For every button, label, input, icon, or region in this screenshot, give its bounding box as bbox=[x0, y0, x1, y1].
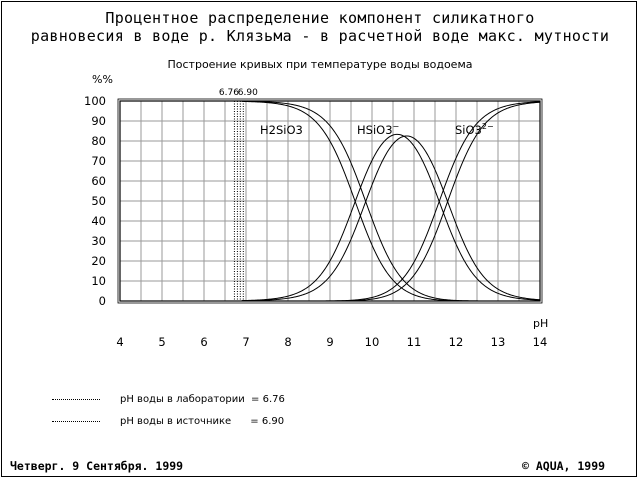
x-tick-label: 7 bbox=[242, 335, 250, 349]
legend-lab-line bbox=[52, 399, 100, 400]
x-tick-label: 5 bbox=[158, 335, 166, 349]
legend-source-line bbox=[52, 421, 100, 422]
footer-date: Четверг. 9 Сентября. 1999 bbox=[10, 459, 184, 473]
x-tick-label: 6 bbox=[200, 335, 208, 349]
x-tick-label: 11 bbox=[406, 335, 422, 349]
legend-lab-value: = 6.76 bbox=[251, 394, 285, 405]
ph-marker-label: 6.76 bbox=[218, 88, 239, 98]
x-tick-label: 13 bbox=[490, 335, 506, 349]
series-label-superscript: − bbox=[392, 122, 400, 131]
y-tick-label: 100 bbox=[84, 94, 106, 108]
series-label: $SiO3^{2-}$ bbox=[455, 122, 494, 137]
legend-source bbox=[52, 416, 284, 427]
x-tick-label: 9 bbox=[326, 335, 334, 349]
y-axis-label: %% bbox=[92, 73, 113, 86]
legend-lab bbox=[52, 394, 285, 405]
series-line bbox=[242, 134, 540, 300]
x-tick-label: 8 bbox=[284, 335, 292, 349]
series-label: HSiO3− bbox=[357, 122, 400, 137]
series-label-superscript: 2− bbox=[481, 122, 494, 131]
chart-title-line2: равновесия в воде р. Клязьма - в расчетной воде макс. мутности bbox=[30, 27, 610, 45]
y-tick-label: 10 bbox=[91, 274, 106, 288]
series-label: H2SiO3 bbox=[260, 123, 303, 137]
y-tick-label: 30 bbox=[91, 234, 106, 248]
legend-source-label: pH воды в источнике bbox=[120, 416, 232, 427]
chart-title-line1: Процентное распределение компонент силикатного bbox=[105, 9, 535, 27]
y-tick-label: 90 bbox=[91, 114, 106, 128]
y-tick-label: 50 bbox=[91, 194, 106, 208]
x-tick-label: 10 bbox=[364, 335, 380, 349]
y-tick-label: 20 bbox=[91, 254, 106, 268]
y-tick-label: 70 bbox=[91, 154, 106, 168]
footer-copyright: © AQUA, 1999 bbox=[522, 459, 606, 473]
x-axis-label: pH bbox=[533, 317, 549, 330]
x-tick-label: 12 bbox=[448, 335, 464, 349]
y-tick-label: 60 bbox=[91, 174, 106, 188]
y-tick-label: 0 bbox=[98, 294, 106, 308]
y-tick-label: 40 bbox=[91, 214, 106, 228]
chart-subtitle: Построение кривых при температуре воды водоема bbox=[167, 58, 473, 71]
ph-marker-label: 6.90 bbox=[237, 88, 258, 98]
x-tick-label: 4 bbox=[116, 335, 124, 349]
legend-source-value: = 6.90 bbox=[250, 416, 285, 427]
y-tick-label: 80 bbox=[91, 134, 106, 148]
legend-lab-label: pH воды в лаборатории bbox=[120, 394, 245, 405]
x-tick-label: 14 bbox=[532, 335, 548, 349]
